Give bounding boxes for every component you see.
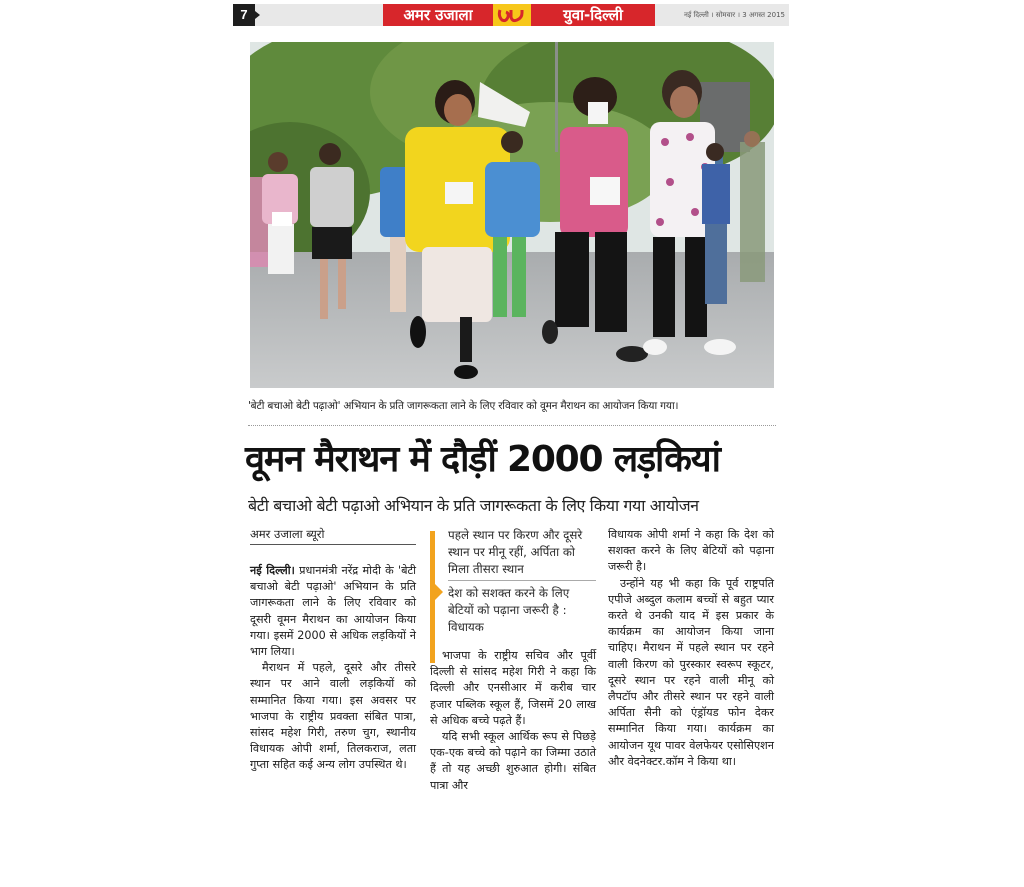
pull-quote-1: पहले स्थान पर किरण और दूसरे स्थान पर मीनू रहीं, अर्पिता को मिला तीसरा स्थान bbox=[448, 528, 583, 576]
masthead bbox=[233, 4, 789, 26]
issue-dateline: नई दिल्ली । सोमवार । 3 अगस्त 2015 bbox=[683, 11, 785, 19]
brand-banner bbox=[383, 4, 655, 26]
article-column-3 bbox=[608, 527, 774, 770]
article-paragraph: विधायक ओपी शर्मा ने कहा कि देश को सशक्त करने के लिए बेटियों को पढ़ाना जरूरी है। bbox=[608, 528, 774, 574]
paragraph-text: प्रधानमंत्री नरेंद्र मोदी के 'बेटी बचाओ बेटी पढ़ाओ' अभियान के प्रति जागरूकता लाने के लिए रविवार को दूसरी वूमन मैराथन का आयोजन किया गया। इसमें 2000 से अधिक लड़कियों ने भाग लिया। bbox=[250, 564, 417, 659]
byline: अमर उजाला ब्यूरो bbox=[250, 527, 416, 545]
spectator-blue bbox=[702, 143, 730, 304]
article-paragraph: भाजपा के राष्ट्रीय सचिव और पूर्वी दिल्ली से सांसद महेश गिरी ने कहा कि दिल्ली और एनसीआर में करीब चार हजार पब्लिक स्कूल हैं, जिसमें 20 लाख से अधिक बच्चे पढ़ते हैं। bbox=[430, 649, 596, 727]
headline: वूमन मैराथन में दौड़ीं 2000 लड़कियां bbox=[245, 439, 720, 480]
article-column-1 bbox=[250, 527, 416, 774]
newspaper-page bbox=[233, 0, 789, 887]
dotted-divider bbox=[248, 425, 776, 426]
brand-name: अमर उजाला bbox=[383, 4, 493, 26]
subheadline: बेटी बचाओ बेटी पढ़ाओ अभियान के प्रति जागरूकता के लिए किया गया आयोजन bbox=[248, 496, 699, 515]
photo-caption: 'बेटी बचाओ बेटी पढ़ाओ' अभियान के प्रति जागरूकता लाने के लिए रविवार को वूमन मैराथन का आयोजन किया गया। bbox=[248, 400, 679, 412]
article-paragraph: यदि सभी स्कूल आर्थिक रूप से पिछड़े एक-एक बच्चे को पढ़ाने का जिम्मा उठाते हैं तो यह अच्छी शुरुआत होगी। संबित पात्रा और bbox=[430, 730, 596, 792]
article-column-2 bbox=[430, 527, 596, 794]
marathon-photo bbox=[250, 42, 774, 388]
article-paragraph bbox=[250, 563, 416, 660]
amar-ujala-logo-icon bbox=[493, 4, 531, 26]
page-number: 7 bbox=[233, 4, 255, 26]
section-name: युवा-दिल्ली bbox=[531, 4, 655, 26]
pull-quote-box bbox=[430, 527, 596, 636]
page-number-arrow-icon bbox=[255, 11, 260, 19]
dateline-lead: नई दिल्ली। bbox=[250, 564, 295, 577]
article-paragraph: उन्होंने यह भी कहा कि पूर्व राष्ट्रपति एपीजे अब्दुल कलाम बच्चों से बहुत प्यार करते थे उनकी याद में इस प्रकार के कार्यक्रम का आयोजन किया जाना चाहिए। मैराथन में पहले स्थान पर रहने वाली किरण को पुरस्कार स्वरूप स्कूटर, दूसरे स्थान पर रहने वाली मीनू को लैपटॉप और तीसरे स्थान पर रहने वाली अर्पिता सैनी को एंड्रॉयड फोन देकर सम्मानित किया गया। कार्यक्रम का आयोजन यूथ पावर वेलफेयर एसोसिएशन और वेदनेक्टर.कॉम ने किया था। bbox=[608, 576, 774, 768]
pull-quote-2: देश को सशक्त करने के लिए बेटियों को पढ़ाना जरूरी है : विधायक bbox=[448, 586, 570, 634]
pull-quote-divider bbox=[448, 580, 596, 581]
article-paragraph: मैराथन में पहले, दूसरे और तीसरे स्थान पर आने वाली लड़कियों को सम्मानित किया गया। इस अवसर पर भाजपा के राष्ट्रीय प्रवक्ता संबित पात्रा, सांसद महेश गिरी, तरुण चुग, स्थानीय विधायक ओपी शर्मा, तिलकराज, लता गुप्ता सहित कई अन्य लोग उपस्थित थे। bbox=[250, 661, 416, 772]
pull-quote-arrow-icon bbox=[435, 584, 443, 600]
